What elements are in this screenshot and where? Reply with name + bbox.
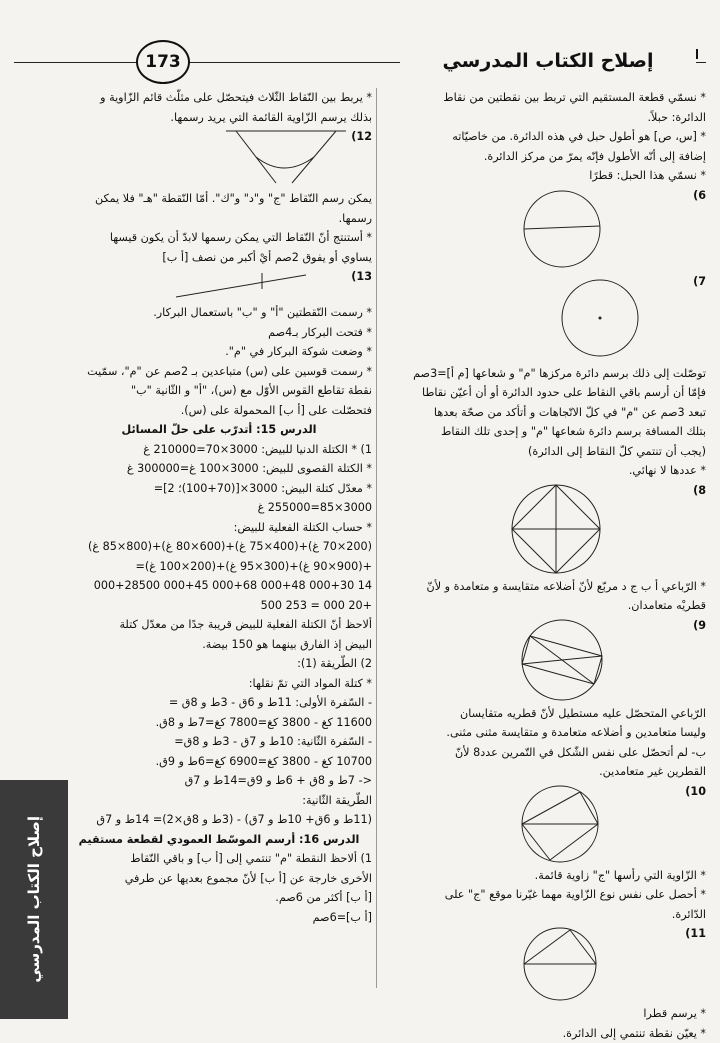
text-line: * الكتلة القصوى للبيض: 3000×100 غ=300000 غ bbox=[66, 459, 372, 479]
text-line: * معدّل كتلة البيض: 3000×[(70+100)؛ 2]= bbox=[66, 479, 372, 499]
text-line: <- 7ط و 8ق + 6ط و 9ق=14ط و 7ق bbox=[66, 771, 372, 791]
text-line: * الزّاوية التي رأسها "ج" زاوية قائمة. bbox=[380, 866, 706, 886]
text-line: القطرين غير متعامدين. bbox=[380, 762, 706, 782]
text-line: 1) ألاحظ النقطة "م" تنتمي إلى [أ ب] و باقي النّقاط bbox=[66, 849, 372, 869]
right-column bbox=[380, 88, 706, 1043]
text-line: * وضعت شوكة البركار في "م". bbox=[66, 342, 372, 362]
text-line: [أ ب]=6صم bbox=[66, 908, 372, 928]
rectangle-in-circle-figure bbox=[490, 616, 690, 704]
text-line: * رسمت قوسين على (س) متباعدين بـ 2صم عن "م"، سمّيت bbox=[66, 362, 372, 382]
text-line: البيض إذ الفارق بينهما هو 150 بيضة. bbox=[66, 635, 372, 655]
line-segment-figure bbox=[166, 267, 346, 303]
text-line: (11ط و 6ق+ 10ط و 7ق) - (3ط و 8ق×2)= 14ط و 7ق bbox=[66, 810, 372, 830]
lesson-heading: الدرس 16: أرسم الموسّط العمودي لقطعة مستقيم bbox=[66, 830, 372, 850]
question-number: 6) bbox=[686, 186, 706, 206]
question-number: 8) bbox=[686, 481, 706, 501]
text-line: 2) الطّريقة (1): bbox=[66, 654, 372, 674]
text-line: - السّفرة الأولى: 11ط و 6ق - 3ط و 8ق = bbox=[66, 693, 372, 713]
text-line: يساوي أو يفوق 2صم أيْ أكبر من نصف [أ ب] bbox=[66, 248, 372, 268]
question-number: 9) bbox=[686, 616, 706, 636]
text-line: إضافة إلى أنّه الأطول فإنّه يمرّ من مركز الدائرة. bbox=[380, 147, 706, 167]
side-tab-label: إصلاح الكتاب المدرسي bbox=[25, 816, 43, 983]
text-line: - السّفرة الثّانية: 10ط و 7ق - 3ط و 8ق= bbox=[66, 732, 372, 752]
page-number: 173 bbox=[136, 40, 190, 84]
text-line: تبعد 3صم عن "م" في كلّ الاتّجاهات و أتأكد من صحّة بعدها bbox=[380, 403, 706, 423]
text-line: * أستنتج أنّ النّقاط التي يمكن رسمها لابدّ أن يكون قيسها bbox=[66, 228, 372, 248]
text-line: 11600 كغ - 3800 كغ=7800 كغ=7ط و 8ق. bbox=[66, 713, 372, 733]
text-line: بتلك المسافة برسم دائرة شعاعها "م" و إحدى تلك النقاط bbox=[380, 422, 706, 442]
circle-diameter-figure bbox=[490, 186, 690, 272]
text-line: * نسمّي هذا الحبل: قطرًا bbox=[380, 166, 706, 186]
column-divider bbox=[376, 88, 377, 988]
text-line: (200×70 غ)+(400×75 غ)+(600×80 غ)+(800×85 غ) bbox=[66, 537, 372, 557]
text-line: +20 000 = 253 500 bbox=[66, 596, 372, 616]
text-line: يمكن رسم النّقاط "ج" و"د" و"ك". أمّا النّقطة "هـ" فلا يمكن bbox=[66, 189, 372, 209]
square-in-circle-figure bbox=[490, 481, 690, 577]
text-line: الأخرى خارجة عن [أ ب] لأنّ مجموع بعديها عن طرفي bbox=[66, 869, 372, 889]
text-line: * عددها لا نهائي. bbox=[380, 461, 706, 481]
text-line: * [س، ص] هو أطول حبل في هذه الدائرة. من خاصيّاته bbox=[380, 127, 706, 147]
question-number: 7) bbox=[686, 272, 706, 292]
text-line: +(900×90 غ)+(300×95 غ)+(200×100 غ)= bbox=[66, 557, 372, 577]
text-line: * رسمت النّقطتين "أ" و "ب" باستعمال البركار. bbox=[66, 303, 372, 323]
text-line: * يربط بين النّقاط الثّلاث فيتحصّل على مثلّث قائم الزّاوية و bbox=[66, 88, 372, 108]
text-line: فإمّا أن أرسم باقي النقاط على حدود الدائرة أو أن أعيّن نقاطا bbox=[380, 383, 706, 403]
circle-points-figure bbox=[490, 272, 690, 364]
lesson-heading: الدرس 15: أتدرّب على حلّ المسائل bbox=[66, 420, 372, 440]
text-line: الطّريقة الثّانية: bbox=[66, 791, 372, 811]
text-line: فتحصّلت على [أ ب] المحمولة على (س). bbox=[66, 401, 372, 421]
left-column bbox=[66, 88, 372, 927]
text-line: ب- لم أتحصّل على نفس الشّكل في التّمرين عدد8 لأنّ bbox=[380, 743, 706, 763]
text-line: قطريْه متعامدان. bbox=[380, 596, 706, 616]
inscribed-angle-figure bbox=[490, 782, 690, 866]
text-line: 3000×85=255000 غ bbox=[66, 498, 372, 518]
text-line: (يجب أن تنتمي كلّ النقاط إلى الدائرة) bbox=[380, 442, 706, 462]
text-line: الدّائرة. bbox=[380, 905, 706, 925]
text-line: * يرسم قطرا bbox=[380, 1004, 706, 1024]
text-line: 10700 كغ - 3800 كغ=6900 كغ=6ط و 9ق. bbox=[66, 752, 372, 772]
circle-diameter-triangle-figure bbox=[490, 924, 690, 1004]
question-number: 10) bbox=[685, 782, 706, 802]
text-line: * أحصل على نفس نوع الزّاوية مهما غيّرنا موقع "ج" على bbox=[380, 885, 706, 905]
text-line: الرّباعي المتحصّل عليه مستطيل لأنّ قطريه متقايسان bbox=[380, 704, 706, 724]
text-line: وليسا متعامدين و أضلاعه متعامدة و متقايسة مثنى مثنى. bbox=[380, 723, 706, 743]
text-line: الدائرة: حبلاً. bbox=[380, 108, 706, 128]
text-line: 14 000+30 000+48 000+68 000+45 000+28500 bbox=[66, 576, 372, 596]
text-line: بذلك يرسم الزّاوية القائمة التي يريد رسمها. bbox=[66, 108, 372, 128]
text-line: نقطة تقاطع القوس الأوّل مع (س)، "أ" و الثّانية "ب" bbox=[66, 381, 372, 401]
question-number: 11) bbox=[685, 924, 706, 944]
text-line: توصّلت إلى ذلك برسم دائرة مركزها "م" و شعاعها [م أ]=3صم bbox=[380, 364, 706, 384]
text-line: رسمها. bbox=[66, 209, 372, 229]
text-line: * يعيّن نقطة تنتمي إلى الدائرة. bbox=[380, 1024, 706, 1043]
text-line: * الرّباعي أ ب ج د مربّع لأنّ أضلاعه متقايسة و متعامدة و لأنّ bbox=[380, 577, 706, 597]
text-line: ألاحظ أنّ الكتلة الفعلية للبيض قريبة جدًا من معدّل كتلة bbox=[66, 615, 372, 635]
question-number: 12) bbox=[351, 127, 372, 147]
text-line: * فتحت البركار بـ4صم bbox=[66, 323, 372, 343]
text-line: * كتلة المواد التي تمّ نقلها: bbox=[66, 674, 372, 694]
text-line: 1) * الكتلة الدنيا للبيض: 3000×70=210000 غ bbox=[66, 440, 372, 460]
question-number: 13) bbox=[351, 267, 372, 287]
page-title: إصلاح الكتاب المدرسي bbox=[400, 46, 696, 76]
text-line: [أ ب] أكثر من 6صم. bbox=[66, 888, 372, 908]
text-line: * حساب الكتلة الفعلية للبيض: bbox=[66, 518, 372, 538]
side-tab bbox=[0, 780, 68, 1019]
compass-arcs-figure bbox=[216, 127, 356, 189]
text-line: * نسمّي قطعة المستقيم التي تربط بين نقطتين من نقاط bbox=[380, 88, 706, 108]
